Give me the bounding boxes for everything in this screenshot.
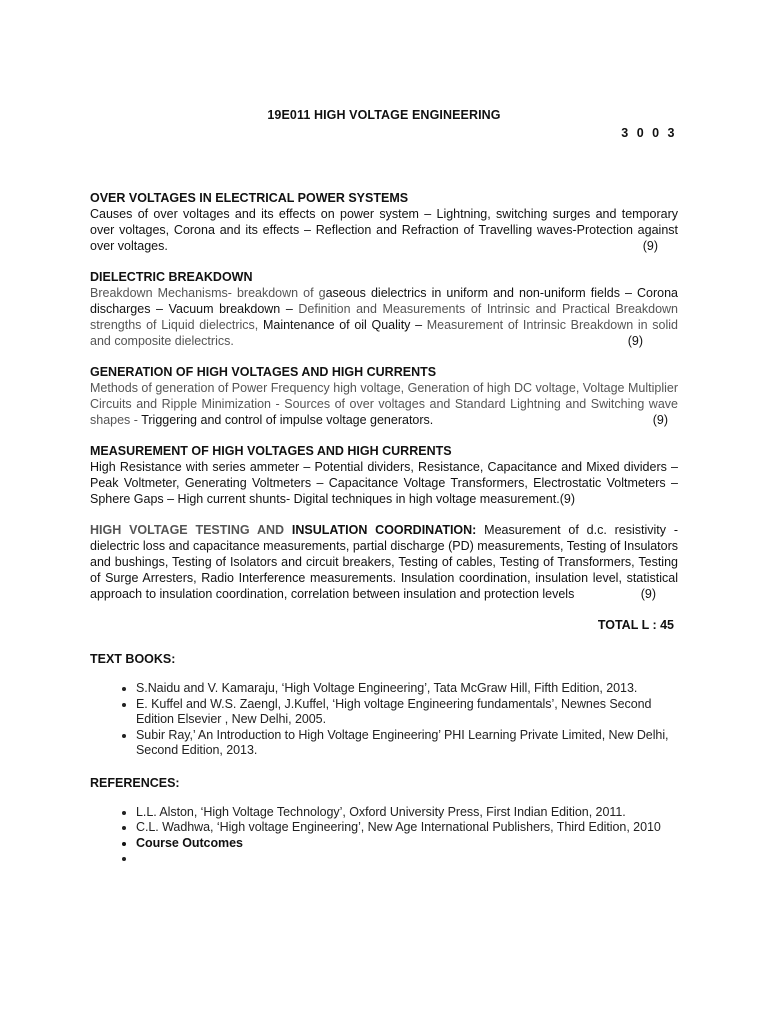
unit-1-body bbox=[90, 206, 678, 254]
unit-4 bbox=[90, 443, 678, 507]
unit-5-heading-b: INSULATION COORDINATION: bbox=[291, 523, 477, 537]
list-item: • Subir Ray,’ An Introduction to High Voltage Engineering’ PHI Learning Private Limited, New Delhi, Second Edition, 2013. bbox=[136, 728, 678, 759]
unit-2-text-c: Definition and Measurements of Intrinsic and Practical Breakdown strengths of Liquid dielectrics, bbox=[90, 302, 678, 332]
references-heading: REFERENCES: bbox=[90, 775, 180, 790]
unit-5 bbox=[90, 522, 678, 602]
unit-1-hours: (9) bbox=[642, 239, 658, 253]
unit-3 bbox=[90, 364, 678, 428]
unit-3-text-b: Triggering and control of impulse voltage generators. bbox=[141, 413, 434, 427]
unit-2-hours: (9) bbox=[627, 334, 643, 348]
course-credits: 3 0 0 3 bbox=[621, 126, 677, 140]
syllabus-content bbox=[90, 190, 678, 883]
unit-2-text-d: Maintenance of oil Quality – bbox=[262, 318, 423, 332]
list-item: • S.Naidu and V. Kamaraju, ‘High Voltage Engineering’, Tata McGraw Hill, Fifth Edition, 2013. bbox=[136, 681, 678, 697]
course-title: 19E011 HIGH VOLTAGE ENGINEERING bbox=[267, 108, 501, 122]
unit-2-text-e: Measurement of Intrinsic Breakdown in solid and composite dielectrics. bbox=[90, 318, 678, 348]
list-item: • C.L. Wadhwa, ‘High voltage Engineering’, New Age International Publishers, Third Edition, 2010 bbox=[136, 820, 678, 836]
unit-2-heading: DIELECTRIC BREAKDOWN bbox=[90, 270, 253, 284]
unit-4-body: High Resistance with series ammeter – Potential dividers, Resistance, Capacitance and Mixed dividers – Peak Voltmeter, Generating Voltmeters – Capacitance Voltage Transformers, Electrostatic Voltmeters – Sphere Gaps – High current shunts- Digital techniques in high voltage measurement.(9) bbox=[90, 460, 678, 506]
total-hours: TOTAL L : 45 bbox=[597, 618, 674, 632]
unit-1 bbox=[90, 190, 678, 254]
unit-1-text: Causes of over voltages and its effects on power system – Lightning, switching surges and temporary over voltages, Corona and its effects – Reflection and Refraction of Travelling waves-Protection against over voltages. bbox=[90, 207, 678, 253]
unit-2 bbox=[90, 269, 678, 349]
empty-list-item bbox=[136, 851, 678, 867]
course-outcomes-item: • Course Outcomes bbox=[136, 836, 678, 852]
unit-5-hours: (9) bbox=[640, 587, 656, 601]
unit-5-text: Measurement of d.c. resistivity - dielectric loss and capacitance measurements, partial discharge (PD) measurements, Testing of Insulators and bushings, Testing of Isolators and circuit breakers, Testing of cables, Testing of Transformers, Testing of Surge Arresters, Radio Interference measurements. Insulation coordination, insulation level, statistical approach to insulation coordination, correlation between insulation and protection levels bbox=[90, 523, 679, 601]
unit-3-heading: GENERATION OF HIGH VOLTAGES AND HIGH CURRENTS bbox=[90, 365, 437, 379]
unit-3-body bbox=[90, 380, 678, 428]
unit-3-text-a: Methods of generation of Power Frequency high voltage, Generation of high DC voltage, Voltage Multiplier Circuits and Ripple Minimization - Sources of over voltages and Standard Lightning and Switching wave shapes - bbox=[90, 381, 678, 427]
unit-1-heading: OVER VOLTAGES IN ELECTRICAL POWER SYSTEMS bbox=[90, 191, 409, 205]
text-books-heading: TEXT BOOKS: bbox=[90, 652, 176, 666]
references-list bbox=[90, 805, 678, 867]
unit-5-body bbox=[90, 522, 678, 602]
list-item: • L.L. Alston, ‘High Voltage Technology’, Oxford University Press, First Indian Edition, 2011. bbox=[136, 805, 678, 821]
unit-2-text-a: Breakdown Mechanisms- breakdown of g bbox=[90, 286, 326, 300]
unit-3-hours: (9) bbox=[652, 413, 668, 427]
list-item: • E. Kuffel and W.S. Zaengl, J.Kuffel, ‘High voltage Engineering fundamentals’, Newnes Second Edition Elsevier , New Delhi, 2005. bbox=[136, 697, 678, 728]
unit-2-body bbox=[90, 285, 678, 349]
unit-2-text-b: aseous dielectrics in uniform and non-uniform fields – Corona discharges – Vacuum breakdown – bbox=[90, 286, 679, 316]
text-books-list bbox=[90, 681, 678, 759]
unit-4-heading: MEASUREMENT OF HIGH VOLTAGES AND HIGH CURRENTS bbox=[90, 444, 452, 458]
unit-5-heading-a: HIGH VOLTAGE TESTING AND bbox=[90, 523, 292, 537]
